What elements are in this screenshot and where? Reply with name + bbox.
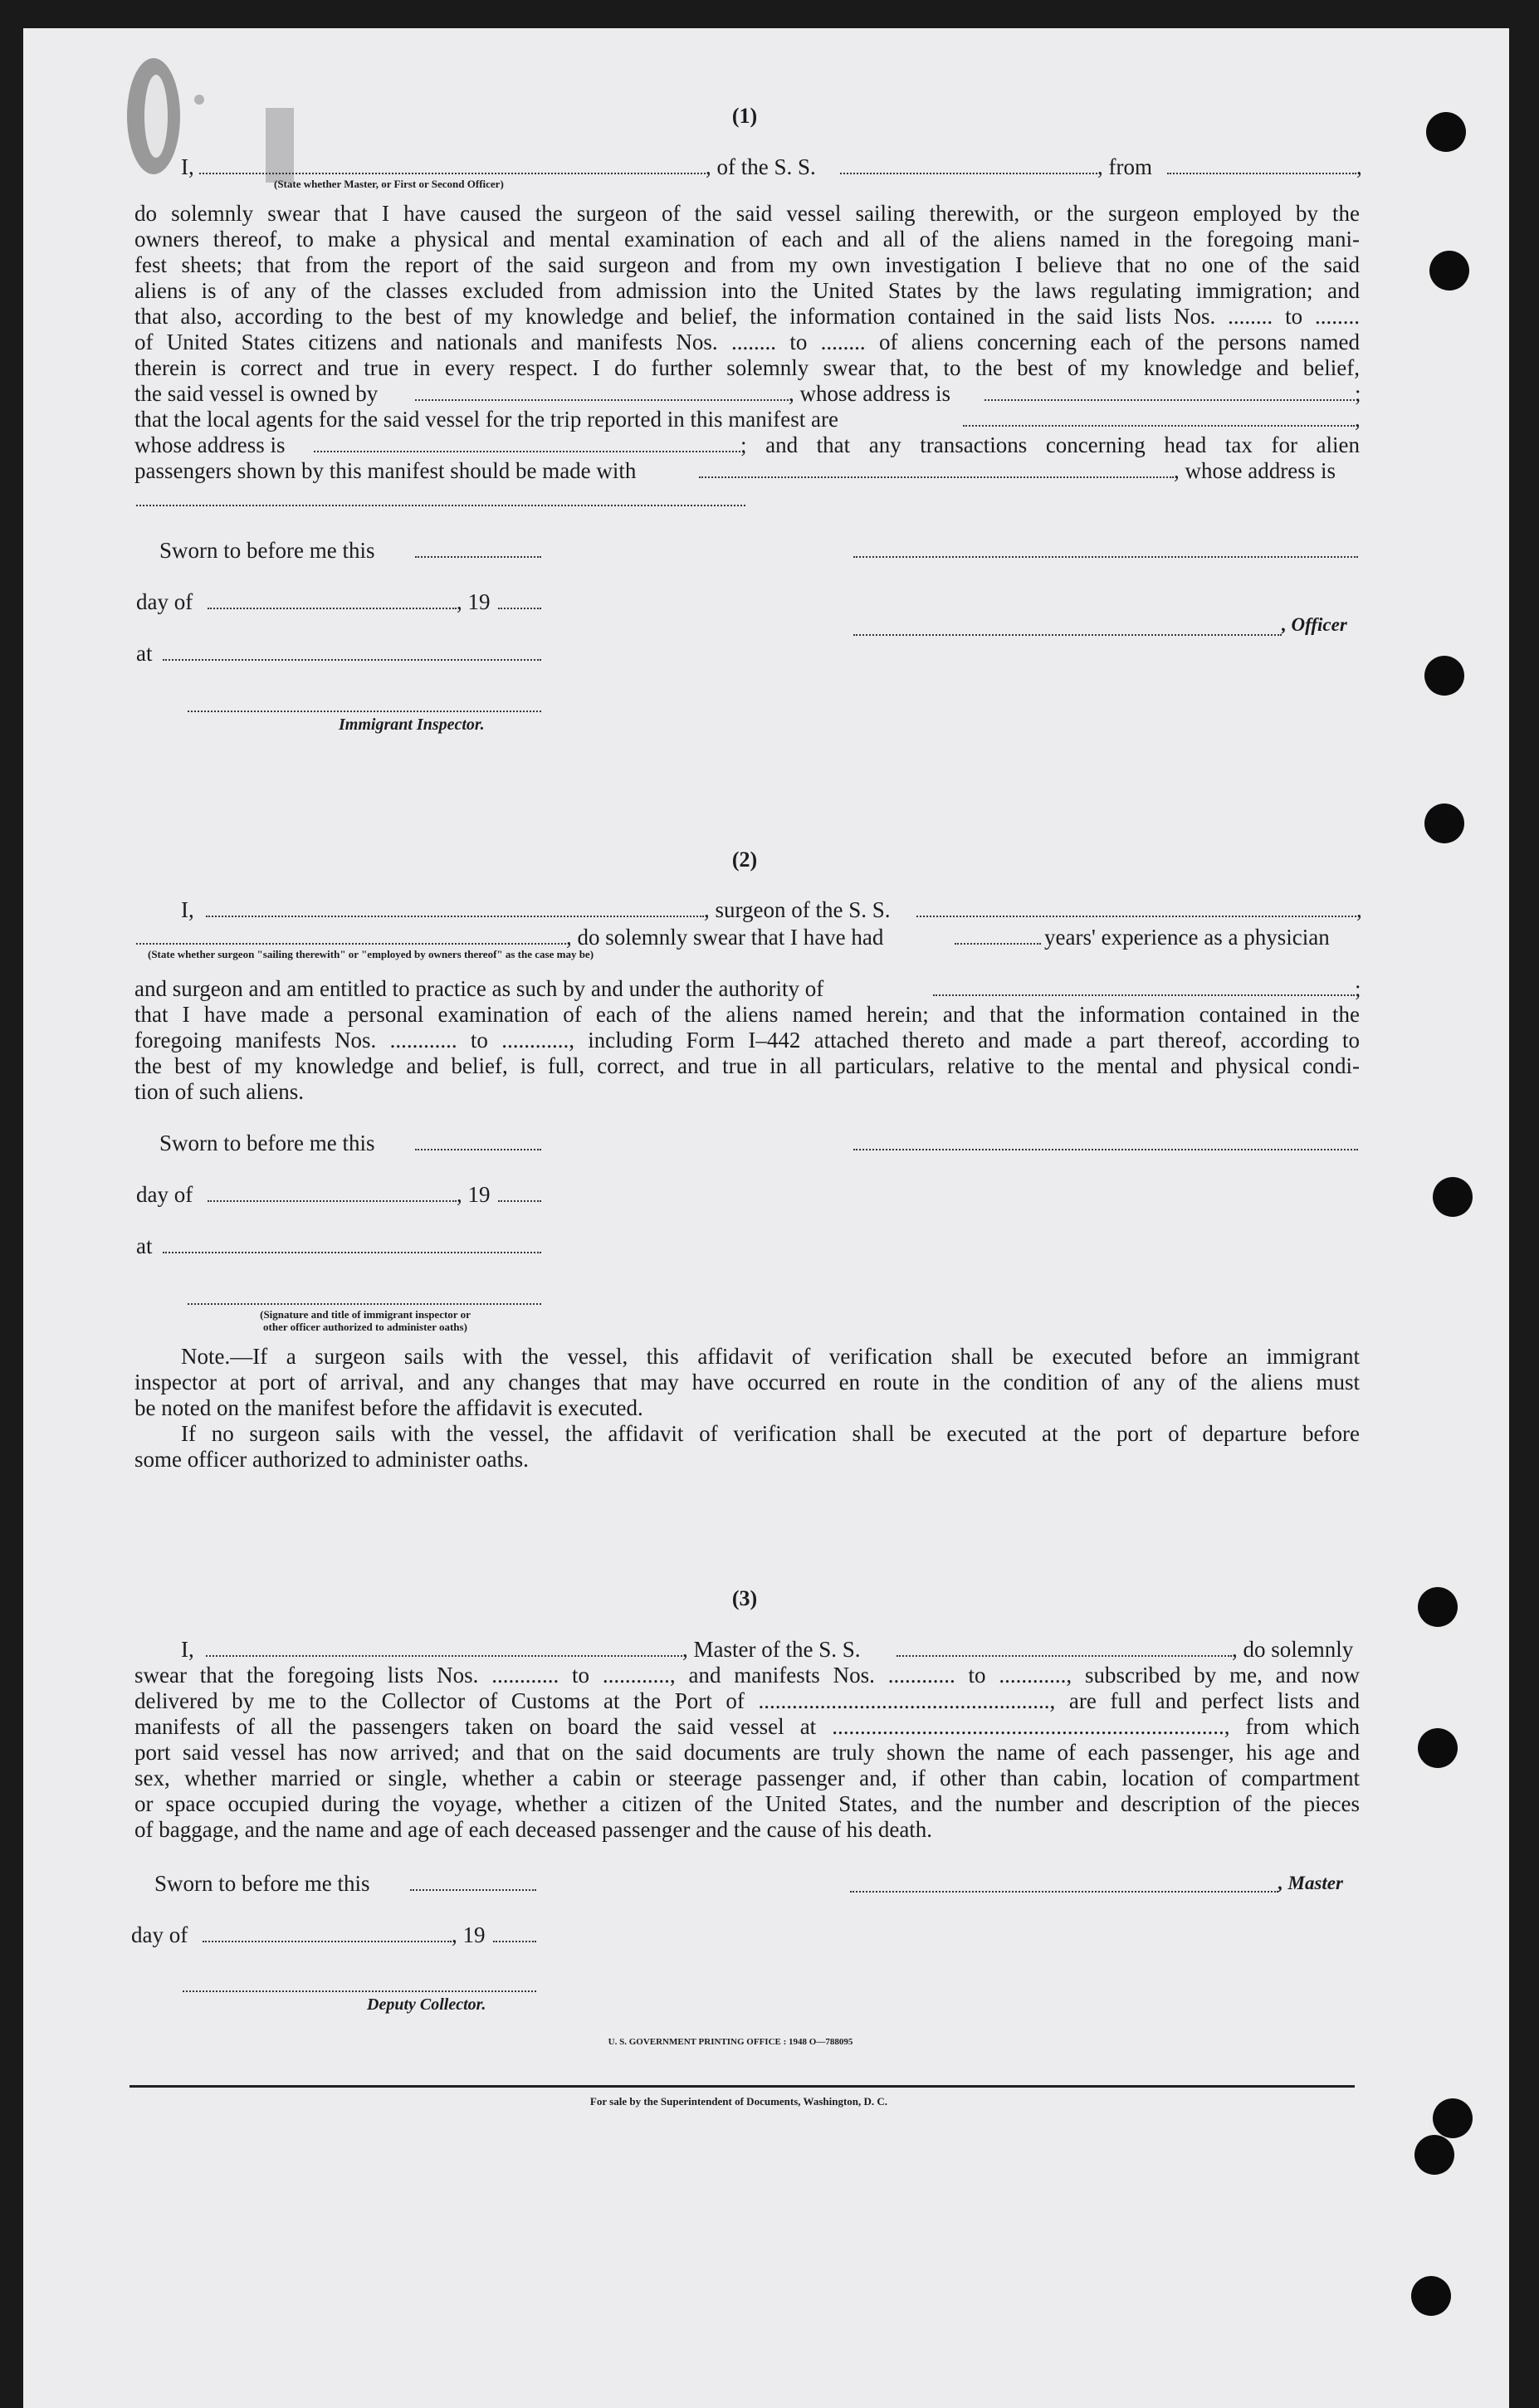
s1-at-field[interactable] xyxy=(163,659,541,661)
section-2-paragraph xyxy=(134,1002,1360,1105)
s1-month-field[interactable] xyxy=(208,608,457,609)
s2-day-of-label: day of xyxy=(136,1182,193,1207)
paragraph-line: tion of such aliens. xyxy=(134,1079,304,1104)
s3-year-field[interactable] xyxy=(493,1941,536,1942)
contact-address-field[interactable] xyxy=(136,505,745,506)
s1-officer-signature-line[interactable] xyxy=(853,634,1282,636)
punch-hole xyxy=(1433,2098,1473,2138)
s1-signature-line[interactable] xyxy=(853,556,1358,558)
authorized-officer-signature-line[interactable] xyxy=(188,1303,541,1305)
punch-hole xyxy=(1424,656,1464,696)
punch-hole xyxy=(1429,251,1469,291)
s3-do-solemnly: , do solemnly xyxy=(1232,1637,1354,1662)
s1-sworn-day-field[interactable] xyxy=(415,556,541,558)
punch-hole xyxy=(1433,1177,1473,1217)
s1-year-field[interactable] xyxy=(498,608,541,609)
passengers-label: passengers shown by this manifest should be made with xyxy=(134,458,637,483)
comma: , xyxy=(1356,154,1362,179)
owned-by-label: the said vessel is owned by xyxy=(134,381,379,406)
owner-address-field[interactable] xyxy=(984,399,1355,401)
deputy-collector-signature-line[interactable] xyxy=(183,1990,536,1992)
immigrant-inspector-label: Immigrant Inspector. xyxy=(339,716,485,734)
s3-year-prefix: , 19 xyxy=(452,1922,486,1947)
punch-hole xyxy=(1426,112,1466,152)
deputy-collector-label: Deputy Collector. xyxy=(367,1995,486,2014)
section-3-paragraph xyxy=(134,1663,1360,1843)
paragraph-line: delivered by me to the Collector of Customs at the Port of ...................................................., are full and perfect lists and xyxy=(134,1688,1360,1713)
ink-stamp-smudge xyxy=(116,50,332,191)
s2-do-swear-text: , do solemnly swear that I have had xyxy=(566,925,884,950)
s2-year-prefix: , 19 xyxy=(457,1182,491,1207)
paragraph-line: that also, according to the best of my knowledge and belief, the information contained in the said lists Nos. ........ to ........ xyxy=(134,304,1360,329)
comma: , xyxy=(1355,407,1361,432)
surgeon-status-hint: (State whether surgeon "sailing therewith" or "employed by owners thereof" as the case may be) xyxy=(148,948,594,960)
gpo-imprint: U. S. GOVERNMENT PRINTING OFFICE : 1948 O—788095 xyxy=(608,2037,853,2047)
signature-hint xyxy=(166,1308,564,1333)
s1-i-label: I, xyxy=(181,154,194,179)
local-agents-label: that the local agents for the said vessel for the trip reported in this manifest are xyxy=(134,407,838,432)
paragraph-line: that I have made a personal examination of each of the aliens named herein; and that the information contained in the xyxy=(134,1002,1360,1027)
no-surgeon-line: If no surgeon sails with the vessel, the affidavit of verification shall be executed at the port of departure before xyxy=(181,1421,1360,1446)
s3-sworn-label: Sworn to before me this xyxy=(154,1871,370,1896)
s2-month-field[interactable] xyxy=(208,1200,457,1202)
s2-surgeon-of-label: , surgeon of the S. S. xyxy=(704,897,891,922)
s2-i-label: I, xyxy=(181,897,194,922)
s2-year-field[interactable] xyxy=(498,1200,541,1202)
s1-ship-name-field[interactable] xyxy=(840,173,1097,174)
s3-sworn-day-field[interactable] xyxy=(410,1889,536,1891)
s2-at-label: at xyxy=(136,1233,153,1258)
paragraph-line: aliens is of any of the classes excluded from admission into the United States by the laws regulating immigration; and xyxy=(134,278,1360,303)
s1-from-port-field[interactable] xyxy=(1167,173,1356,174)
s3-month-field[interactable] xyxy=(203,1941,452,1942)
head-tax-contact-field[interactable] xyxy=(699,476,1174,478)
head-tax-text: ; and that any transactions concerning head tax for alien xyxy=(740,432,1360,457)
s2-sworn-label: Sworn to before me this xyxy=(159,1131,375,1155)
s2-at-field[interactable] xyxy=(163,1252,541,1253)
officer-label: , Officer xyxy=(1282,614,1347,635)
agents-address-field[interactable] xyxy=(314,451,740,452)
s3-i-label: I, xyxy=(181,1637,194,1662)
note-line: be noted on the manifest before the affidavit is executed. xyxy=(134,1395,643,1420)
paragraph-line: foregoing manifests Nos. ............ to ............, including Form I–442 attached thereto and made a part thereof, according to xyxy=(134,1028,1360,1053)
contact-address-label: , whose address is xyxy=(1174,458,1336,483)
surgeon-signature-line[interactable] xyxy=(853,1149,1358,1150)
paragraph-line: fest sheets; that from the report of the said surgeon and from my own investigation I believe that no one of the said xyxy=(134,252,1360,277)
semicolon: ; xyxy=(1355,381,1361,406)
surgeon-status-field[interactable] xyxy=(136,943,566,945)
inspector-signature-line[interactable] xyxy=(188,711,541,712)
master-signature-line[interactable] xyxy=(850,1891,1278,1893)
paragraph-line: port said vessel has now arrived; and that on the said documents are truly shown the name of each passenger, his age and xyxy=(134,1740,1360,1765)
paragraph-line: of United States citizens and nationals and manifests Nos. ........ to ........ of aliens concerning each of the persons named xyxy=(134,330,1360,354)
paragraph-line: therein is correct and true in every respect. I do further solemnly swear that, to the best of my knowledge and belief, xyxy=(134,355,1360,380)
signature-hint-line: (Signature and title of immigrant inspector or xyxy=(260,1308,471,1321)
s1-year-prefix: , 19 xyxy=(457,589,491,614)
s1-day-of-label: day of xyxy=(136,589,193,614)
section-3-number: (3) xyxy=(731,1586,758,1610)
section-1-number: (1) xyxy=(731,104,758,128)
agents-address-label: whose address is xyxy=(134,432,286,457)
signature-hint-line: other officer authorized to administer oaths) xyxy=(263,1321,467,1333)
s1-from-label: , from xyxy=(1097,154,1152,179)
master-name-field[interactable] xyxy=(199,173,706,174)
note-line: inspector at port of arrival, and any changes that may have occurred en route in the condition of any of the aliens must xyxy=(134,1370,1360,1394)
punch-hole xyxy=(1424,803,1464,843)
paragraph-line: manifests of all the passengers taken on board the said vessel at ......................................................................, from which xyxy=(134,1714,1360,1739)
s2-sworn-day-field[interactable] xyxy=(415,1149,541,1150)
owner-field[interactable] xyxy=(415,399,789,401)
note-paragraph xyxy=(134,1344,1360,1473)
footer-rule xyxy=(129,2085,1355,2088)
officer-rank-hint: (State whether Master, or First or Second Officer) xyxy=(274,178,504,190)
paragraph-line: sex, whether married or single, whether a cabin or steerage passenger and, if other than cabin, location of compartment xyxy=(134,1766,1360,1790)
paragraph-line: or space occupied during the voyage, whether a citizen of the United States, and the number and description of the pieces xyxy=(134,1791,1360,1816)
section-1-paragraph xyxy=(134,201,1360,381)
comma: , xyxy=(1356,897,1362,922)
s1-sworn-label: Sworn to before me this xyxy=(159,538,375,563)
note-line: Note.—If a surgeon sails with the vessel, this affidavit of verification shall be executed before an immigrant xyxy=(181,1344,1360,1369)
s3-master-of-label: , Master of the S. S. xyxy=(682,1637,861,1662)
s2-years-text: years' experience as a physician xyxy=(1044,925,1330,950)
punch-hole xyxy=(1411,2276,1451,2316)
master-label: , Master xyxy=(1278,1873,1343,1893)
surgeon-name-field[interactable] xyxy=(206,916,704,917)
authority-field[interactable] xyxy=(933,994,1355,996)
section-2-number: (2) xyxy=(731,847,758,872)
paragraph-line: do solemnly swear that I have caused the surgeon of the said vessel sailing therewith, or the surgeon employed by the xyxy=(134,201,1360,226)
no-surgeon-line: some officer authorized to administer oaths. xyxy=(134,1447,529,1472)
punch-hole xyxy=(1418,1587,1458,1627)
s3-master-name-field[interactable] xyxy=(206,1655,682,1657)
owner-address-label: , whose address is xyxy=(789,381,950,406)
semicolon: ; xyxy=(1355,976,1361,1001)
s2-ship-name-field[interactable] xyxy=(916,916,1356,917)
s3-ship-name-field[interactable] xyxy=(897,1655,1232,1657)
punch-hole xyxy=(1414,2135,1454,2175)
sale-notice: For sale by the Superintendent of Documents, Washington, D. C. xyxy=(589,2095,888,2108)
s3-day-of-label: day of xyxy=(131,1922,188,1947)
s1-of-ss-label: , of the S. S. xyxy=(706,154,816,179)
paragraph-line: the best of my knowledge and belief, is full, correct, and true in all particulars, relative to the mental and physical condi- xyxy=(134,1053,1360,1078)
s1-at-label: at xyxy=(136,641,153,666)
paragraph-line: owners thereof, to make a physical and mental examination of each and all of the aliens named in the foregoing mani- xyxy=(134,227,1360,252)
punch-hole xyxy=(1418,1728,1458,1768)
paragraph-line: of baggage, and the name and age of each deceased passenger and the cause of his death. xyxy=(134,1817,933,1842)
authority-label: and surgeon and am entitled to practice as such by and under the authority of xyxy=(134,976,824,1001)
years-experience-field[interactable] xyxy=(955,943,1041,945)
paragraph-line: swear that the foregoing lists Nos. ............ to ............, and manifests Nos. ............ to ............, subscribed by me, and now xyxy=(134,1663,1360,1688)
local-agents-field[interactable] xyxy=(963,425,1355,427)
